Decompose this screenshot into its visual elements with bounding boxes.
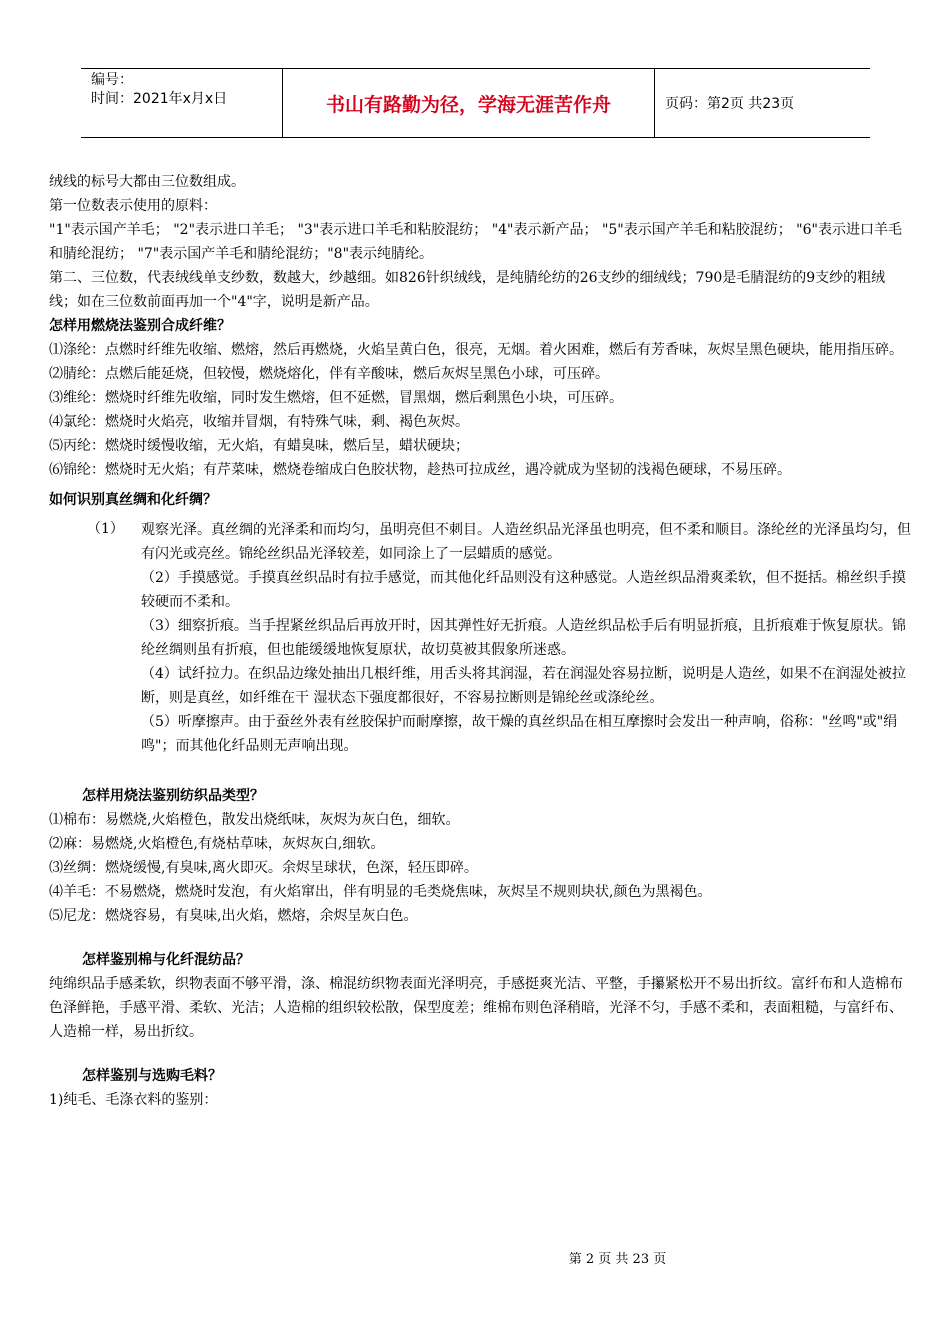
page-footer: 第 2 页 共 23 页 [568,1252,667,1267]
intro-paragraph: 绒线的标号大都由三位数组成。 [49,174,245,190]
section-paragraph: 纯绵织品手感柔软，织物表面不够平滑，涤、棉混纺织物表面光泽明亮，手感挺爽光洁、平整，手攥紧松开不易出折纹。富纤布和人造棉布色泽鲜艳，手感平滑、柔软、光洁；人造棉的组织较松散，保型度差；维棉布则色泽稍暗，光泽不匀，手感不柔和，表面粗糙，与富纤布、人造棉一样，易出折纹。 [49,976,903,1040]
list-item [49,518,911,566]
list-item: ⑶维纶：燃烧时纤维先收缩，同时发生燃熔，但不延燃，冒黑烟，燃后剩黑色小块，可压碎。 [49,390,623,406]
list-item-number: （1） [87,521,124,537]
list-item: ⑸丙纶：燃烧时缓慢收缩，无火焰，有蜡臭味，燃后呈，蜡状硬块； [49,438,469,454]
list-item: ⑴涤纶：点燃时纤维先收缩、燃熔，然后再燃烧，火焰呈黄白色，很亮，无烟。着火困难，燃后有芳香味，灰烬呈黑色硬块，能用指压碎。 [49,342,903,358]
list-item: （4）试纤拉力。在织品边缘处抽出几根纤维，用舌头将其润湿，若在润湿处容易拉断，说明是人造丝，如果不在润湿处被拉断，则是真丝，如纤维在干 湿状态下强度都很好，不容易拉断则是锦纶丝或涤纶丝。 [141,666,906,706]
list-item: ⑵麻：易燃烧,火焰橙色,有烧枯草味，灰烬灰白,细软。 [49,836,385,852]
sub-list [49,566,911,758]
list-item-text: 观察光泽。真丝绸的光泽柔和而均匀，虽明亮但不刺目。人造丝织品光泽虽也明亮，但不柔和顺目。涤纶丝的光泽虽均匀，但有闪光或亮丝。锦纶丝织品光泽较差，如同涂上了一层蜡质的感觉。 [141,522,911,562]
list-item: （2）手摸感觉。手摸真丝织品时有拉手感觉，而其他化纤品则没有这种感觉。人造丝织品滑爽柔软，但不挺括。棉丝织手摸较硬而不柔和。 [141,570,906,610]
list-item: ⑵腈纶：点燃后能延烧，但较慢，燃烧熔化，伴有辛酸味，燃后灰烬呈黑色小球，可压碎。 [49,366,609,382]
list-item: ⑶丝绸：燃烧缓慢,有臭味,离火即灭。余烬呈球状，色深，轻压即碎。 [49,860,478,876]
section-heading: 怎样用烧法鉴别纺织品类型？ [82,788,264,804]
section-block [49,784,911,808]
section-block [49,948,911,972]
list-item: ⑷羊毛：不易燃烧，燃烧时发泡，有火焰窜出，伴有明显的毛类烧焦味，灰烬呈不规则块状,颜色为黑褐色。 [49,884,712,900]
section-block [49,1064,911,1088]
document-number-label: 编号： [91,72,133,88]
section-heading: 怎样用燃烧法鉴别合成纤维？ [49,318,231,334]
header-meta [81,69,283,137]
list-item: ⑸尼龙：燃烧容易，有臭味,出火焰，燃熔，余烬呈灰白色。 [49,908,418,924]
list-item: ⑹锦纶：燃烧时无火焰；有芹菜味，燃烧卷缩成白色胶状物，趁热可拉成丝，遇冷就成为坚韧的浅褐色硬球，不易压碎。 [49,462,791,478]
section-paragraph: 1)纯毛、毛涤衣料的鉴别： [49,1092,218,1108]
intro-paragraph: 第一位数表示使用的原料： [49,198,217,214]
header-page-label: 页码：第2页 共23页 [665,96,795,112]
list-item: ⑷氯纶：燃烧时火焰亮，收缩并冒烟，有特殊气味，剩、褐色灰烬。 [49,414,469,430]
section-heading: 如何识别真丝绸和化纤绸？ [49,492,217,508]
list-item: （5）听摩擦声。由于蚕丝外表有丝胶保护而耐摩擦，故干燥的真丝织品在相互摩擦时会发出一种声响，俗称："丝鸣"或"绢鸣"；而其他化纤品则无声响出现。 [141,714,898,754]
document-time-label: 时间：2021年x月x日 [91,91,228,107]
document-body [49,170,911,1112]
list-item: （3）细察折痕。当手捏紧丝织品后再放开时，因其弹性好无折痕。人造丝织品松手后有明显折痕，且折痕难于恢复原状。锦纶丝绸则虽有折痕，但也能缓缓地恢复原状，故切莫被其假象所迷惑。 [141,618,906,658]
section-heading: 怎样鉴别棉与化纤混纺品？ [82,952,250,968]
list-item: ⑴棉布：易燃烧,火焰橙色，散发出烧纸味，灰烬为灰白色，细软。 [49,812,460,828]
header-motto: 书山有路勤为径，学海无涯苦作舟 [283,69,655,137]
page-header [81,68,870,138]
intro-paragraph: "1"表示国产羊毛； "2"表示进口羊毛； "3"表示进口羊毛和粘胶混纺； "4"表示新产品； "5"表示国产羊毛和粘胶混纺； "6"表示进口羊毛和腈纶混纺； "7"表示国产羊毛和腈纶混纺；"8"表示纯腈纶。 [49,222,902,262]
intro-paragraph: 第二、三位数，代表绒线单支纱数，数越大，纱越细。如826针织绒线，是纯腈纶纺的26支纱的细绒线；790是毛腈混纺的9支纱的粗绒线；如在三位数前面再加一个"4"字，说明是新产品。 [49,270,886,310]
section-heading: 怎样鉴别与选购毛料？ [82,1068,222,1084]
